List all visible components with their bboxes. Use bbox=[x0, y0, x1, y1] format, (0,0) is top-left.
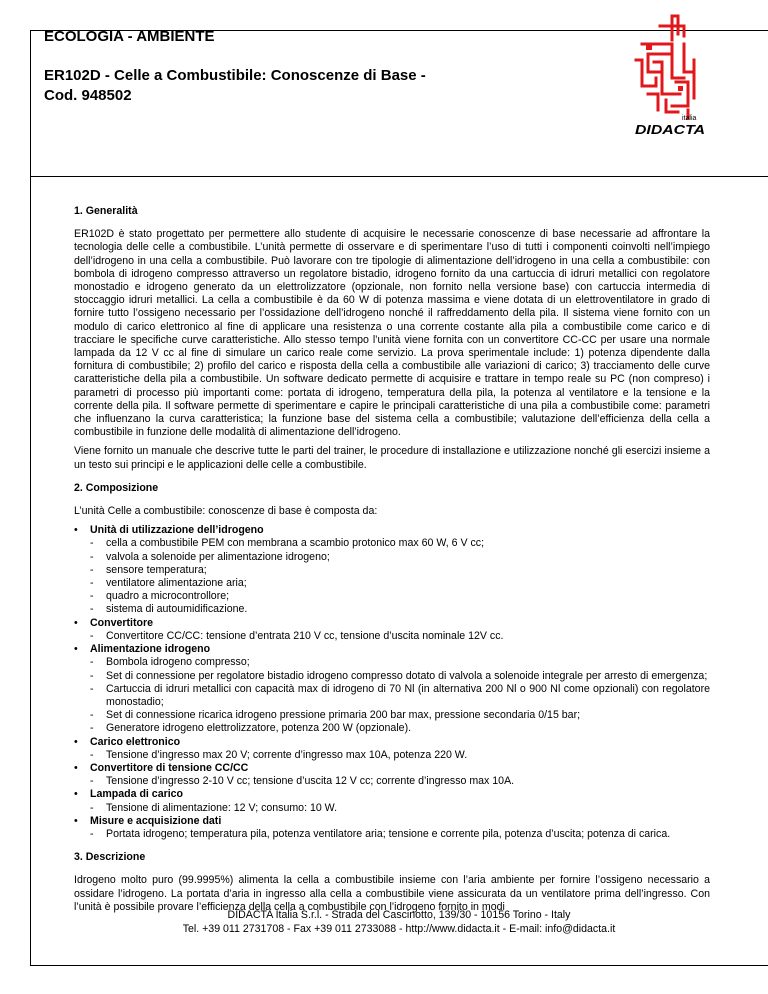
footer-address: DIDACTA Italia S.r.l. - Strada del Cascinotto, 139/30 - 10156 Torino - Italy bbox=[227, 909, 571, 921]
dash-marker: - bbox=[90, 590, 94, 603]
composition-group bbox=[74, 788, 710, 814]
composition-group bbox=[74, 736, 710, 762]
composition-item bbox=[90, 551, 710, 564]
dash-marker: - bbox=[90, 669, 94, 682]
composition-group-title: Alimentazione idrogeno bbox=[90, 643, 211, 656]
dash-marker: - bbox=[90, 603, 94, 616]
dash-marker: - bbox=[90, 577, 94, 590]
composition-item-text: Tensione di alimentazione: 12 V; consumo: 10 W. bbox=[106, 801, 338, 814]
composition-sub-list bbox=[90, 802, 710, 815]
section-3-paragraph-1: Idrogeno molto puro (99.9995%) alimenta la cella a combustibile insieme con l’aria ambiente per fornire l’ossigeno necessario a ossidare l’idrogeno. La portata d’aria in ingresso alla cella a combustibile viene assicurata da un ventilatore prima dell’ingresso. Con l’unità è possibile provare l’efficienza della cella a combustibile con l’idrogeno fornito in modi bbox=[74, 874, 710, 913]
footer-contacts: Tel. +39 011 2731708 - Fax +39 011 2733088 - http://www.didacta.it - E-mail: info@didacta.it bbox=[182, 923, 616, 935]
logo-text: DIDACTA bbox=[635, 122, 705, 137]
section-1-heading: 1. Generalità bbox=[74, 205, 138, 217]
dash-marker: - bbox=[90, 709, 94, 722]
bullet-icon: • bbox=[74, 788, 78, 801]
section-2-heading: 2. Composizione bbox=[74, 481, 159, 494]
composition-group-title: Convertitore di tensione CC/CC bbox=[90, 761, 249, 774]
dash-marker: - bbox=[90, 629, 94, 642]
composition-item bbox=[90, 630, 710, 643]
composition-group bbox=[74, 617, 710, 643]
title-line-2: Cod. 948502 bbox=[44, 87, 132, 104]
dash-marker: - bbox=[90, 801, 94, 814]
composition-group bbox=[74, 524, 710, 616]
composition-group bbox=[74, 815, 710, 841]
composition-item bbox=[90, 564, 710, 577]
document-title bbox=[44, 66, 564, 106]
bullet-icon: • bbox=[74, 761, 78, 774]
bullet-icon: • bbox=[74, 643, 78, 656]
composition-sub-list bbox=[90, 775, 710, 788]
composition-sub-list bbox=[90, 656, 710, 735]
composition-item-text: sistema di autoumidificazione. bbox=[106, 603, 248, 616]
didacta-logo bbox=[632, 14, 706, 138]
composition-item bbox=[90, 722, 710, 735]
composition-group-title: Lampada di carico bbox=[90, 788, 184, 801]
composition-item-text: Set di connessione per regolatore bistadio idrogeno compresso dotato di valvola a solenoide integrale per arresto di emergenza; bbox=[106, 669, 708, 682]
composition-item bbox=[90, 749, 710, 762]
dash-marker: - bbox=[90, 827, 94, 840]
dash-marker: - bbox=[90, 550, 94, 563]
composition-item bbox=[90, 775, 710, 788]
document-footer bbox=[30, 908, 768, 936]
composition-item bbox=[90, 603, 710, 616]
composition-item bbox=[90, 709, 710, 722]
dash-marker: - bbox=[90, 682, 94, 695]
composition-sub-list bbox=[90, 828, 710, 841]
dash-marker: - bbox=[90, 656, 94, 669]
composition-group bbox=[74, 643, 710, 735]
section-1-paragraph-1: ER102D è stato progettato per permettere allo studente di acquisire le necessarie conoscenze di base necessarie ad affrontare la tecnologia delle celle a combustibile. L’unità permette di osservare e di sperimentare l’uso di tutti i componenti coinvolti nell’impiego dell’idrogeno in una cella a combustibile. Può lavorare con tre tipologie di alimentazione dell’idrogeno in una cella a combustibile: con bombola di idrogeno compresso attraverso un regolatore bistadio, idrogeno fornito da una cartuccia di idruri metallici con regolatore monostadio e idrogeno generato da un elettrolizzatore (opzionale, non fornito nella versione base) con cartuccia intermedia di stoccaggio idruri metallici. La cella a combustibile è da 60 W di potenza massima e viene dotata di un elettroventilatore in grado di fornire tutto l’ossigeno necessario per l’ossidazione dell’idrogeno nonché il raffreddamento della pila. Il sistema viene fornito con un modulo di carico elettronico al fine di applicare una resistenza o una corrente costante alla pila a combustibile come carico e di tracciare le specifiche curve caratteristiche. Allo stesso tempo l’unità viene fornita con un convertitore CC-CC per usare una normale lampada da 12 V cc al fine di simulare un carico reale come servizio. La prova sperimentale include: 1) potenza dipendente dalla fornitura di combustibile; 2) profilo del carico e risposta della cella a combustibile alle variazioni di carico; 3) tracciamento delle curve caratteristiche della pila a combustibile. Un software dedicato permette di acquisire e trattare in tempo reale su PC (non compreso) i parametri di processo più importanti come: portata di idrogeno, temperatura della pila, la potenza al ventilatore e la tensione e la corrente della pila. Il software permette di sperimentare e capire le principali caratteristiche di una pila a combustibile come: parametri che influenzano la curva caratteristica; la funzione base del sistema cella a combustibile; valutazione dell’efficienza della cella a combustibile in funzione delle modalità di alimentazione dell’idrogeno. bbox=[74, 228, 710, 439]
dash-marker: - bbox=[90, 563, 94, 576]
title-line-1: ER102D - Celle a Combustibile: Conoscenze di Base - bbox=[44, 67, 426, 84]
section-2-intro: L’unità Celle a combustibile: conoscenze di base è composta da: bbox=[74, 505, 378, 518]
bullet-icon: • bbox=[74, 814, 78, 827]
composition-item-text: sensore temperatura; bbox=[106, 563, 207, 576]
dash-marker: - bbox=[90, 748, 94, 761]
composition-group-title: Convertitore bbox=[90, 616, 153, 629]
document-body bbox=[74, 205, 710, 920]
composition-item bbox=[90, 577, 710, 590]
composition-list bbox=[74, 524, 710, 841]
composition-item bbox=[90, 537, 710, 550]
composition-item bbox=[90, 828, 710, 841]
dash-marker: - bbox=[90, 722, 94, 735]
composition-item bbox=[90, 656, 710, 669]
composition-sub-list bbox=[90, 749, 710, 762]
composition-sub-list bbox=[90, 630, 710, 643]
bullet-icon: • bbox=[74, 524, 78, 537]
composition-item bbox=[90, 670, 710, 683]
section-3-heading: 3. Descrizione bbox=[74, 851, 146, 864]
composition-item-text: Convertitore CC/CC: tensione d’entrata 210 V cc, tensione d’uscita nominale 12V cc. bbox=[106, 629, 504, 642]
bullet-icon: • bbox=[74, 735, 78, 748]
composition-item-text: Cartuccia di idruri metallici con capacità max di idrogeno di 70 Nl (in alternativa 200 Nl o 900 Nl come opzionali) con regolatore monostadio; bbox=[106, 682, 710, 708]
logo-subtext: italia bbox=[682, 115, 697, 122]
composition-sub-list bbox=[90, 537, 710, 616]
composition-item bbox=[90, 590, 710, 603]
composition-item-text: quadro a microcontrollore; bbox=[106, 590, 230, 603]
composition-group bbox=[74, 762, 710, 788]
composition-item-text: Bombola idrogeno compresso; bbox=[106, 656, 250, 669]
composition-item-text: Portata idrogeno; temperatura pila, potenza ventilatore aria; tensione e corrente pila, potenza d’uscita; potenza di carica. bbox=[106, 827, 671, 840]
composition-item-text: Generatore idrogeno elettrolizzatore, potenza 200 W (opzionale). bbox=[106, 722, 412, 735]
composition-item-text: Set di connessione ricarica idrogeno pressione primaria 200 bar max, pressione secondaria 0/15 bar; bbox=[106, 709, 581, 722]
bullet-icon: • bbox=[74, 616, 78, 629]
composition-group-title: Misure e acquisizione dati bbox=[90, 814, 222, 827]
dash-marker: - bbox=[90, 775, 94, 788]
composition-group-title: Carico elettronico bbox=[90, 735, 181, 748]
dash-marker: - bbox=[90, 537, 94, 550]
category-heading: ECOLOGIA - AMBIENTE bbox=[44, 28, 215, 45]
section-1-paragraph-2: Viene fornito un manuale che descrive tutte le parti del trainer, le procedure di installazione e utilizzazione nonché gli esercizi insieme a un testo sui principi e le applicazioni delle celle a combustibile. bbox=[74, 445, 710, 471]
composition-item bbox=[90, 683, 710, 709]
composition-item-text: Tensione d’ingresso 2-10 V cc; tensione d’uscita 12 V cc; corrente d’ingresso max 10A. bbox=[106, 775, 515, 788]
composition-item bbox=[90, 802, 710, 815]
composition-item-text: valvola a solenoide per alimentazione idrogeno; bbox=[106, 550, 330, 563]
composition-item-text: cella a combustibile PEM con membrana a scambio protonico max 60 W, 6 V cc; bbox=[106, 537, 485, 550]
composition-item-text: Tensione d’ingresso max 20 V; corrente d’ingresso max 10A, potenza 220 W. bbox=[106, 748, 468, 761]
composition-group-title: Unità di utilizzazione dell’idrogeno bbox=[90, 524, 264, 537]
composition-item-text: ventilatore alimentazione aria; bbox=[106, 577, 247, 590]
